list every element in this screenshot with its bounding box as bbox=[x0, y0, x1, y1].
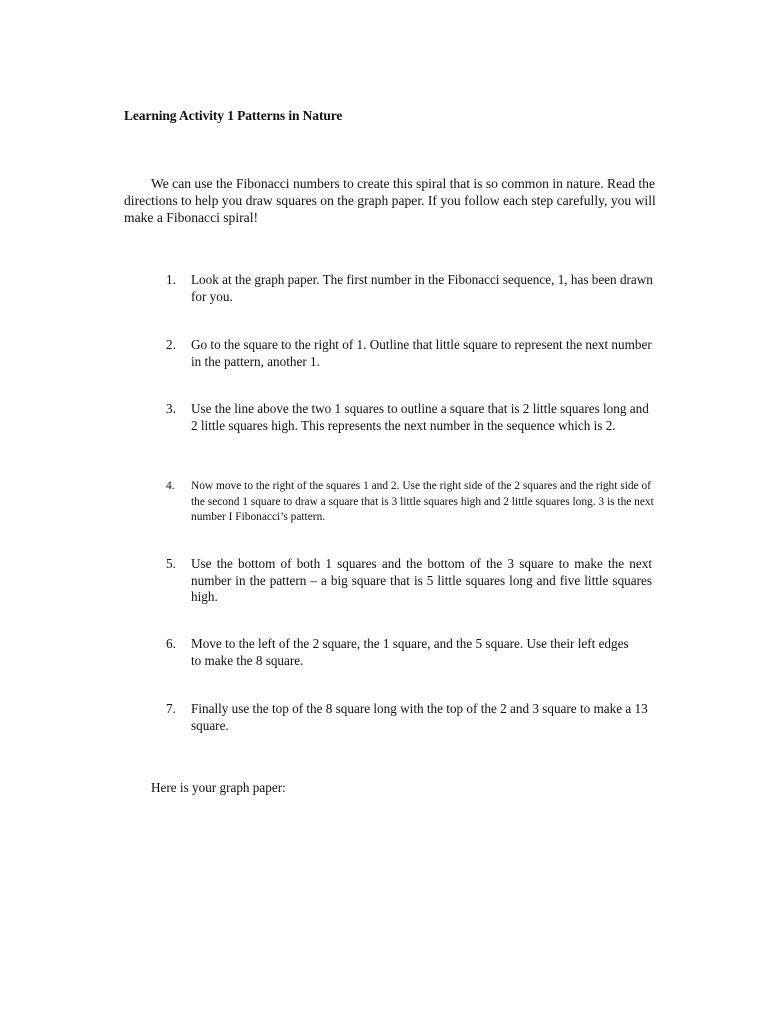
step-number: 5. bbox=[166, 556, 176, 571]
step-item-2 bbox=[166, 337, 656, 370]
intro-text: We can use the Fibonacci numbers to create this spiral that is so common in nature. Read the directions to help you draw squares on the graph paper. If you follow each step carefully, you will make a Fibonacci spiral! bbox=[124, 176, 656, 225]
step-number: 4. bbox=[166, 480, 175, 492]
step-item-4 bbox=[166, 479, 658, 526]
step-item-5 bbox=[166, 556, 652, 606]
step-text: Go to the square to the right of 1. Outline that little square to represent the next number in the pattern, another 1. bbox=[191, 337, 652, 369]
step-text: Use the line above the two 1 squares to outline a square that is 2 little squares long and 2 little squares high. This represents the next number in the sequence which is 2. bbox=[191, 401, 649, 433]
step-number: 1. bbox=[166, 272, 176, 287]
graph-paper-label: Here is your graph paper: bbox=[151, 780, 286, 795]
step-number: 7. bbox=[166, 701, 176, 716]
step-item-3 bbox=[166, 401, 656, 434]
step-text: Now move to the right of the squares 1 and 2. Use the right side of the 2 squares and the right side of the second 1 square to draw a square that is 3 little squares high and 2 little squares long. 3 is the next number I Fibonacci’s pattern. bbox=[191, 480, 654, 523]
step-number: 6. bbox=[166, 636, 176, 651]
page-title: Learning Activity 1 Patterns in Nature bbox=[124, 108, 343, 123]
step-text: Look at the graph paper. The first number in the Fibonacci sequence, 1, has been drawn for you. bbox=[191, 272, 653, 304]
step-number: 2. bbox=[166, 337, 176, 352]
step-text: Finally use the top of the 8 square long with the top of the 2 and 3 square to make a 13 square. bbox=[191, 701, 648, 733]
step-text: Use the bottom of both 1 squares and the bottom of the 3 square to make the next number in the pattern – a big square that is 5 little squares long and five little squares high. bbox=[191, 556, 652, 604]
step-text: Move to the left of the 2 square, the 1 square, and the 5 square. Use their left edges to make the 8 square. bbox=[191, 636, 629, 668]
step-item-1 bbox=[166, 272, 656, 305]
step-item-7 bbox=[166, 701, 656, 734]
step-item-6 bbox=[166, 636, 636, 669]
step-number: 3. bbox=[166, 401, 176, 416]
